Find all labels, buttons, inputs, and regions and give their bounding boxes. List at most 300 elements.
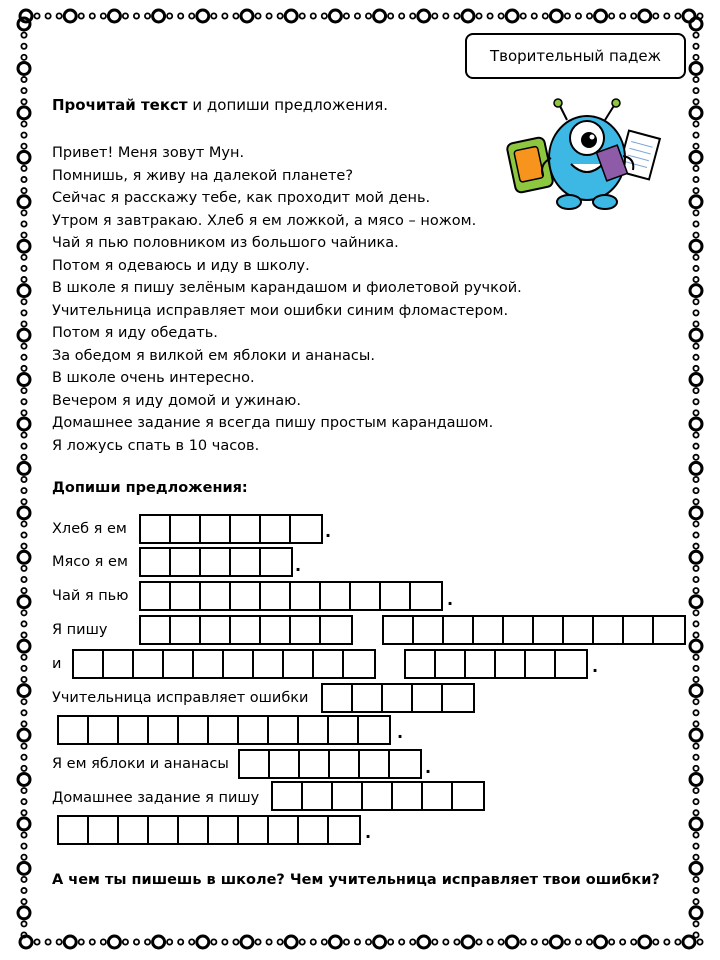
letter-cell[interactable]	[171, 549, 201, 575]
letter-cell[interactable]	[179, 717, 209, 743]
border-circle	[410, 13, 415, 18]
border-circle	[21, 844, 26, 849]
letter-cell[interactable]	[291, 583, 321, 609]
letter-cell[interactable]	[240, 751, 270, 777]
border-circle	[693, 588, 698, 593]
letter-cell[interactable]	[363, 783, 393, 809]
border-circle	[693, 766, 698, 771]
story-line: Утром я завтракаю. Хлеб я ем ложкой, а мясо – ножом.	[52, 212, 477, 229]
border-circle	[664, 939, 669, 944]
label-and: и	[52, 656, 62, 672]
border-circle	[565, 939, 570, 944]
label-bread: Хлеб я ем	[52, 521, 127, 537]
border-circle	[18, 773, 30, 785]
letter-cell[interactable]	[141, 617, 171, 643]
border-circle	[300, 13, 305, 18]
letter-cell[interactable]	[423, 783, 453, 809]
letter-cell[interactable]	[141, 549, 171, 575]
letter-cell[interactable]	[179, 817, 209, 843]
border-circle	[454, 939, 459, 944]
border-circle	[693, 177, 698, 182]
border-circle	[690, 151, 702, 163]
border-circle	[21, 477, 26, 482]
border-circle	[21, 232, 26, 237]
border-circle	[499, 939, 504, 944]
border-circle	[18, 462, 30, 474]
border-circle	[21, 299, 26, 304]
letter-cell[interactable]	[119, 717, 149, 743]
story-line: В школе очень интересно.	[52, 370, 255, 386]
border-circle	[690, 551, 702, 563]
border-circle	[21, 855, 26, 860]
border-circle	[639, 936, 651, 948]
letter-cell[interactable]	[261, 583, 291, 609]
letter-cell[interactable]	[381, 583, 411, 609]
border-circle	[108, 10, 120, 22]
border-circle	[18, 418, 30, 430]
border-circle	[211, 13, 216, 18]
answer-boxes-bread[interactable]	[139, 514, 323, 544]
letter-cell[interactable]	[323, 685, 353, 711]
letter-cell[interactable]	[261, 516, 291, 542]
border-circle	[18, 596, 30, 608]
border-circle	[21, 744, 26, 749]
border-circle	[693, 432, 698, 437]
border-circle	[21, 788, 26, 793]
border-circle	[693, 221, 698, 226]
letter-cell[interactable]	[269, 817, 299, 843]
border-circle	[57, 939, 62, 944]
letter-cell[interactable]	[89, 717, 119, 743]
answer-boxes-write-adjective[interactable]	[139, 615, 353, 645]
border-circle	[693, 799, 698, 804]
border-circle	[21, 766, 26, 771]
border-circle	[653, 939, 658, 944]
letter-cell[interactable]	[406, 651, 436, 677]
letter-cell[interactable]	[141, 516, 171, 542]
border-circle	[90, 939, 95, 944]
letter-cell[interactable]	[654, 617, 684, 643]
border-circle	[79, 13, 84, 18]
border-circle	[693, 666, 698, 671]
letter-cell[interactable]	[359, 717, 389, 743]
border-circle	[21, 221, 26, 226]
border-circle	[690, 418, 702, 430]
border-circle	[550, 936, 562, 948]
letter-cell[interactable]	[171, 583, 201, 609]
border-circle	[18, 729, 30, 741]
border-circle	[21, 488, 26, 493]
letter-cell[interactable]	[231, 617, 261, 643]
border-circle	[693, 310, 698, 315]
letter-cell[interactable]	[291, 617, 321, 643]
border-circle	[222, 13, 227, 18]
answer-boxes-and-noun[interactable]	[404, 649, 588, 679]
letter-cell[interactable]	[231, 583, 261, 609]
letter-cell[interactable]	[284, 651, 314, 677]
border-circle	[145, 13, 150, 18]
border-circle	[690, 907, 702, 919]
border-circle	[145, 939, 150, 944]
answer-boxes-homework-adjective[interactable]	[271, 781, 485, 811]
border-circle	[266, 939, 271, 944]
border-circle	[123, 939, 128, 944]
letter-cell[interactable]	[201, 583, 231, 609]
letter-cell[interactable]	[321, 617, 351, 643]
border-circle	[366, 939, 371, 944]
border-circle	[690, 62, 702, 74]
border-circle	[79, 939, 84, 944]
letter-cell[interactable]	[261, 617, 291, 643]
instruction-bold: Прочитай текст	[52, 96, 188, 114]
border-circle	[197, 10, 209, 22]
letter-cell[interactable]	[504, 617, 534, 643]
border-circle	[693, 532, 698, 537]
letter-cell[interactable]	[231, 549, 261, 575]
answer-boxes-apples[interactable]	[238, 749, 422, 779]
letter-cell[interactable]	[330, 751, 360, 777]
border-circle	[18, 62, 30, 74]
letter-cell[interactable]	[231, 516, 261, 542]
border-circle	[690, 729, 702, 741]
topic-title-box	[465, 33, 686, 79]
border-circle	[57, 13, 62, 18]
letter-cell[interactable]	[413, 685, 443, 711]
letter-cell[interactable]	[89, 817, 119, 843]
label-teacher: Учительница исправляет ошибки	[52, 690, 309, 706]
border-circle	[499, 13, 504, 18]
letter-cell[interactable]	[453, 783, 483, 809]
letter-cell[interactable]	[269, 717, 299, 743]
border-circle	[222, 939, 227, 944]
border-circle	[21, 699, 26, 704]
border-circle	[355, 13, 360, 18]
border-circle	[418, 10, 430, 22]
letter-cell[interactable]	[270, 751, 300, 777]
letter-cell[interactable]	[411, 583, 441, 609]
period: .	[365, 823, 372, 842]
letter-cell[interactable]	[273, 783, 303, 809]
border-circle	[90, 13, 95, 18]
border-circle	[693, 299, 698, 304]
border-circle	[693, 855, 698, 860]
border-circle	[693, 355, 698, 360]
answer-boxes-tea[interactable]	[139, 581, 443, 611]
border-circle	[565, 13, 570, 18]
letter-cell[interactable]	[556, 651, 586, 677]
border-circle	[693, 877, 698, 882]
border-circle	[18, 551, 30, 563]
letter-cell[interactable]	[351, 583, 381, 609]
border-circle	[631, 13, 636, 18]
letter-cell[interactable]	[321, 583, 351, 609]
period: .	[325, 522, 332, 541]
letter-cell[interactable]	[201, 617, 231, 643]
letter-cell[interactable]	[526, 651, 556, 677]
border-circle	[21, 577, 26, 582]
closing-question: А чем ты пишешь в школе? Чем учительница исправляет твои ошибки?	[52, 872, 660, 888]
letter-cell[interactable]	[171, 617, 201, 643]
border-circle	[693, 99, 698, 104]
letter-cell[interactable]	[353, 685, 383, 711]
border-circle	[690, 862, 702, 874]
instruction	[52, 96, 388, 114]
letter-cell[interactable]	[149, 717, 179, 743]
border-circle	[693, 121, 698, 126]
border-circle	[693, 710, 698, 715]
border-circle	[576, 939, 581, 944]
letter-cell[interactable]	[209, 817, 239, 843]
letter-cell[interactable]	[201, 516, 231, 542]
letter-cell[interactable]	[134, 651, 164, 677]
letter-cell[interactable]	[329, 717, 359, 743]
border-circle	[18, 507, 30, 519]
letter-cell[interactable]	[333, 783, 363, 809]
border-circle	[266, 13, 271, 18]
border-circle	[693, 755, 698, 760]
border-circle	[388, 939, 393, 944]
border-circle	[690, 507, 702, 519]
border-circle	[690, 685, 702, 697]
border-circle	[521, 939, 526, 944]
border-circle	[21, 532, 26, 537]
border-circle	[690, 107, 702, 119]
letter-cell[interactable]	[224, 651, 254, 677]
story-line: За обедом я вилкой ем яблоки и ананасы.	[52, 347, 375, 364]
story-line: В школе я пишу зелёным карандашом и фиолетовой ручкой.	[52, 280, 522, 296]
border-circle	[21, 44, 26, 49]
letter-cell[interactable]	[443, 685, 473, 711]
border-circle	[587, 939, 592, 944]
border-circle	[178, 13, 183, 18]
letter-cell[interactable]	[59, 817, 89, 843]
letter-cell[interactable]	[474, 617, 504, 643]
border-circle	[595, 936, 607, 948]
border-circle	[255, 939, 260, 944]
border-circle	[21, 266, 26, 271]
border-circle	[693, 921, 698, 926]
border-circle	[101, 13, 106, 18]
topic-title: Творительный падеж	[489, 47, 662, 65]
letter-cell[interactable]	[466, 651, 496, 677]
border-circle	[21, 888, 26, 893]
border-circle	[21, 321, 26, 326]
border-circle	[576, 13, 581, 18]
answer-boxes-write-noun[interactable]	[382, 615, 686, 645]
border-circle	[693, 410, 698, 415]
letter-cell[interactable]	[119, 817, 149, 843]
border-circle	[487, 939, 492, 944]
border-circle	[18, 107, 30, 119]
border-circle	[693, 832, 698, 837]
border-circle	[18, 151, 30, 163]
border-circle	[609, 13, 614, 18]
border-circle	[21, 355, 26, 360]
border-circle	[311, 939, 316, 944]
label-tea: Чай я пью	[52, 588, 129, 604]
border-circle	[344, 13, 349, 18]
border-circle	[487, 13, 492, 18]
border-circle	[21, 677, 26, 682]
border-circle	[21, 666, 26, 671]
letter-cell[interactable]	[384, 617, 414, 643]
border-circle	[690, 374, 702, 386]
border-circle	[693, 888, 698, 893]
border-circle	[18, 240, 30, 252]
letter-cell[interactable]	[209, 717, 239, 743]
border-circle	[410, 939, 415, 944]
border-circle	[693, 499, 698, 504]
label-write: Я пишу	[52, 622, 108, 638]
border-circle	[18, 818, 30, 830]
border-circle	[693, 677, 698, 682]
border-circle	[233, 939, 238, 944]
border-circle	[506, 936, 518, 948]
border-circle	[21, 310, 26, 315]
border-circle	[693, 477, 698, 482]
border-circle	[278, 13, 283, 18]
border-circle	[631, 939, 636, 944]
border-circle	[45, 939, 50, 944]
answer-boxes-teacher-adjective[interactable]	[321, 683, 475, 713]
border-circle	[639, 10, 651, 22]
letter-cell[interactable]	[303, 783, 333, 809]
border-circle	[21, 610, 26, 615]
border-circle	[550, 10, 562, 22]
border-circle	[18, 862, 30, 874]
border-circle	[355, 939, 360, 944]
answer-boxes-teacher-noun[interactable]	[57, 715, 391, 745]
letter-cell[interactable]	[299, 817, 329, 843]
story-line: Потом я одеваюсь и иду в школу.	[52, 257, 310, 274]
letter-cell[interactable]	[74, 651, 104, 677]
border-circle	[374, 936, 386, 948]
border-circle	[21, 655, 26, 660]
border-circle	[693, 632, 698, 637]
border-circle	[432, 13, 437, 18]
letter-cell[interactable]	[300, 751, 330, 777]
border-circle	[374, 10, 386, 22]
letter-cell[interactable]	[239, 717, 269, 743]
answer-boxes-homework-noun[interactable]	[57, 815, 361, 845]
letter-cell[interactable]	[201, 549, 231, 575]
letter-cell[interactable]	[194, 651, 224, 677]
border-circle	[21, 166, 26, 171]
border-circle	[167, 13, 172, 18]
period: .	[447, 590, 454, 609]
letter-cell[interactable]	[624, 617, 654, 643]
letter-cell[interactable]	[344, 651, 374, 677]
letter-cell[interactable]	[496, 651, 526, 677]
border-circle	[521, 13, 526, 18]
letter-cell[interactable]	[299, 717, 329, 743]
border-circle	[693, 932, 698, 937]
letter-cell[interactable]	[390, 751, 420, 777]
border-circle	[693, 444, 698, 449]
border-circle	[34, 939, 39, 944]
border-circle	[693, 744, 698, 749]
border-circle	[18, 685, 30, 697]
letter-cell[interactable]	[291, 516, 321, 542]
letter-cell[interactable]	[59, 717, 89, 743]
border-circle	[693, 455, 698, 460]
letter-cell[interactable]	[393, 783, 423, 809]
border-circle	[693, 521, 698, 526]
border-circle	[543, 13, 548, 18]
answer-boxes-meat[interactable]	[139, 547, 293, 577]
letter-cell[interactable]	[360, 751, 390, 777]
border-circle	[690, 329, 702, 341]
border-circle	[683, 936, 695, 948]
border-circle	[64, 10, 76, 22]
border-circle	[693, 899, 698, 904]
border-circle	[285, 10, 297, 22]
letter-cell[interactable]	[149, 817, 179, 843]
border-circle	[443, 939, 448, 944]
border-circle	[21, 88, 26, 93]
border-circle	[675, 939, 680, 944]
border-circle	[620, 13, 625, 18]
border-circle	[134, 13, 139, 18]
border-circle	[101, 939, 106, 944]
border-circle	[18, 285, 30, 297]
border-circle	[21, 877, 26, 882]
border-circle	[300, 939, 305, 944]
border-circle	[189, 13, 194, 18]
instruction-rest: и допиши предложения.	[192, 96, 389, 114]
letter-cell[interactable]	[254, 651, 284, 677]
border-circle	[311, 13, 316, 18]
border-circle	[285, 936, 297, 948]
letter-cell[interactable]	[141, 583, 171, 609]
letter-cell[interactable]	[239, 817, 269, 843]
border-circle	[21, 33, 26, 38]
border-circle	[506, 10, 518, 22]
letter-cell[interactable]	[436, 651, 466, 677]
letter-cell[interactable]	[383, 685, 413, 711]
border-circle	[693, 366, 698, 371]
border-circle	[21, 366, 26, 371]
letter-cell[interactable]	[444, 617, 474, 643]
letter-cell[interactable]	[171, 516, 201, 542]
letter-cell[interactable]	[564, 617, 594, 643]
border-circle	[21, 721, 26, 726]
border-circle	[693, 844, 698, 849]
border-circle	[595, 10, 607, 22]
border-circle	[329, 936, 341, 948]
letter-cell[interactable]	[261, 549, 291, 575]
letter-cell[interactable]	[164, 651, 194, 677]
border-circle	[21, 455, 26, 460]
letter-cell[interactable]	[329, 817, 359, 843]
letter-cell[interactable]	[314, 651, 344, 677]
letter-cell[interactable]	[414, 617, 444, 643]
border-circle	[693, 610, 698, 615]
letter-cell[interactable]	[594, 617, 624, 643]
border-circle	[620, 939, 625, 944]
border-circle	[693, 232, 698, 237]
story-line: Сейчас я расскажу тебе, как проходит мой день.	[52, 190, 431, 206]
border-circle	[366, 13, 371, 18]
letter-cell[interactable]	[104, 651, 134, 677]
border-circle	[18, 329, 30, 341]
border-circle	[21, 177, 26, 182]
border-circle	[693, 788, 698, 793]
border-circle	[462, 10, 474, 22]
answer-boxes-and-adjective[interactable]	[72, 649, 376, 679]
story-line: Домашнее задание я всегда пишу простым карандашом.	[52, 415, 494, 431]
letter-cell[interactable]	[534, 617, 564, 643]
